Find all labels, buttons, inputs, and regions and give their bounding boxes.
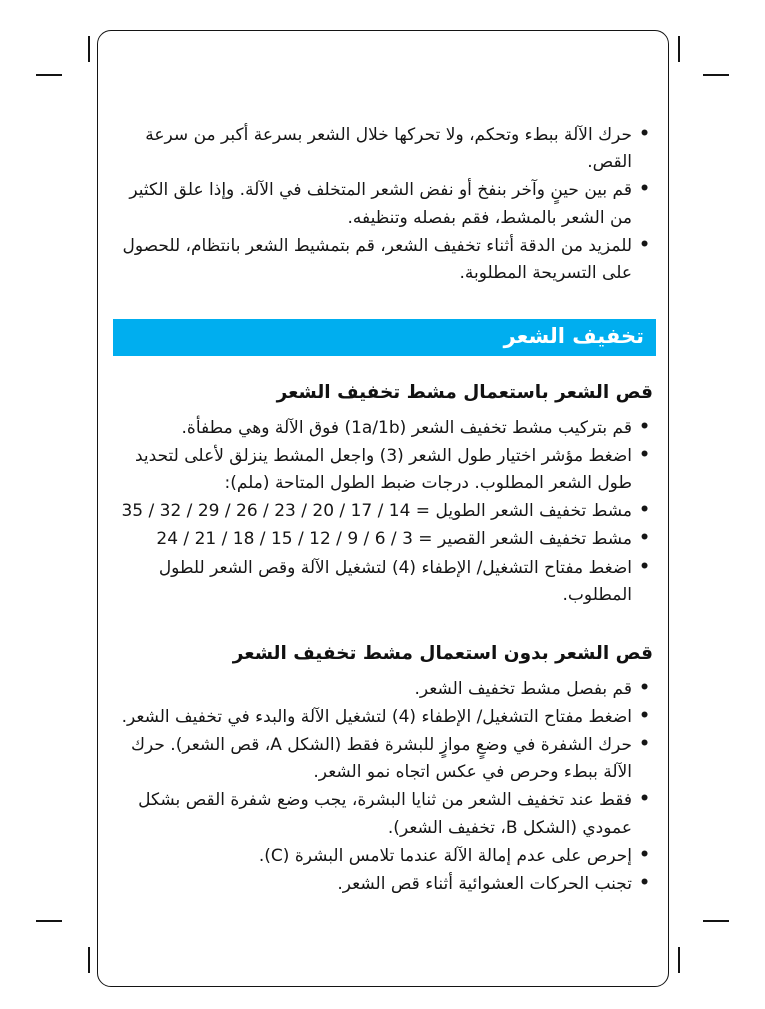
subsection-heading-with-comb: قص الشعر باستعمال مشط تخفيف الشعر xyxy=(276,382,653,404)
bullet-item: • تجنب الحركات العشوائية أثناء قص الشعر. xyxy=(113,871,653,898)
bullet-item: • اضغط مفتاح التشغيل/ الإطفاء (4) لتشغيل الآلة وقص الشعر للطول المطلوب. xyxy=(113,555,653,609)
bullet-item: • اضغط مؤشر اختيار طول الشعر (3) واجعل المشط ينزلق لأعلى لتحديد طول الشعر المطلوب. درجات ضبط الطول المتاحة (ملم): xyxy=(113,443,653,497)
bullet-item: • للمزيد من الدقة أثناء تخفيف الشعر، قم بتمشيط الشعر بانتظام، للحصول على التسريحة المطلوبة. xyxy=(113,233,653,287)
crop-mark xyxy=(88,36,90,62)
bullet-item: • فقط عند تخفيف الشعر من ثنايا البشرة، يجب وضع شفرة القص بشكل عمودي (الشكل B، تخفيف الشعر). xyxy=(113,787,653,841)
crop-mark xyxy=(36,920,62,922)
crop-mark xyxy=(36,74,62,76)
bullet-item: • حرك الشفرة في وضعٍ موازٍ للبشرة فقط (الشكل A، قص الشعر). حرك الآلة ببطء وحرص في عكس اتجاه نمو الشعر. xyxy=(113,732,653,786)
without-comb-bullet-list xyxy=(113,676,653,899)
with-comb-bullet-list xyxy=(113,415,653,609)
crop-mark xyxy=(703,74,729,76)
page-content xyxy=(113,122,653,899)
bullet-item: • مشط تخفيف الشعر الطويل = 14 / 17 / 20 / 23 / 26 / 29 / 32 / 35 xyxy=(113,498,653,525)
crop-mark xyxy=(88,947,90,973)
bullet-item: • قم بفصل مشط تخفيف الشعر. xyxy=(113,676,653,703)
crop-mark xyxy=(678,947,680,973)
bullet-item: • حرك الآلة ببطء وتحكم، ولا تحركها خلال الشعر بسرعة أكبر من سرعة القص. xyxy=(113,122,653,176)
subsection-heading-without-comb: قص الشعر بدون استعمال مشط تخفيف الشعر xyxy=(232,643,653,665)
crop-mark xyxy=(703,920,729,922)
intro-bullet-list xyxy=(113,122,653,287)
bullet-item: • اضغط مفتاح التشغيل/ الإطفاء (4) لتشغيل الآلة والبدء في تخفيف الشعر. xyxy=(113,704,653,731)
bullet-item: • مشط تخفيف الشعر القصير = 3 / 6 / 9 / 12 / 15 / 18 / 21 / 24 xyxy=(113,526,653,553)
section-banner: تخفيف الشعر xyxy=(113,319,656,356)
crop-mark xyxy=(678,36,680,62)
bullet-item: • قم بين حينٍ وآخر بنفخ أو نفض الشعر المتخلف في الآلة. وإذا علق الكثير من الشعر بالمشط، فقم بفصله وتنظيفه. xyxy=(113,177,653,231)
bullet-item: • قم بتركيب مشط تخفيف الشعر (1a/1b) فوق الآلة وهي مطفأة. xyxy=(113,415,653,442)
bullet-item: • إحرص على عدم إمالة الآلة عندما تلامس البشرة (C). xyxy=(113,843,653,870)
